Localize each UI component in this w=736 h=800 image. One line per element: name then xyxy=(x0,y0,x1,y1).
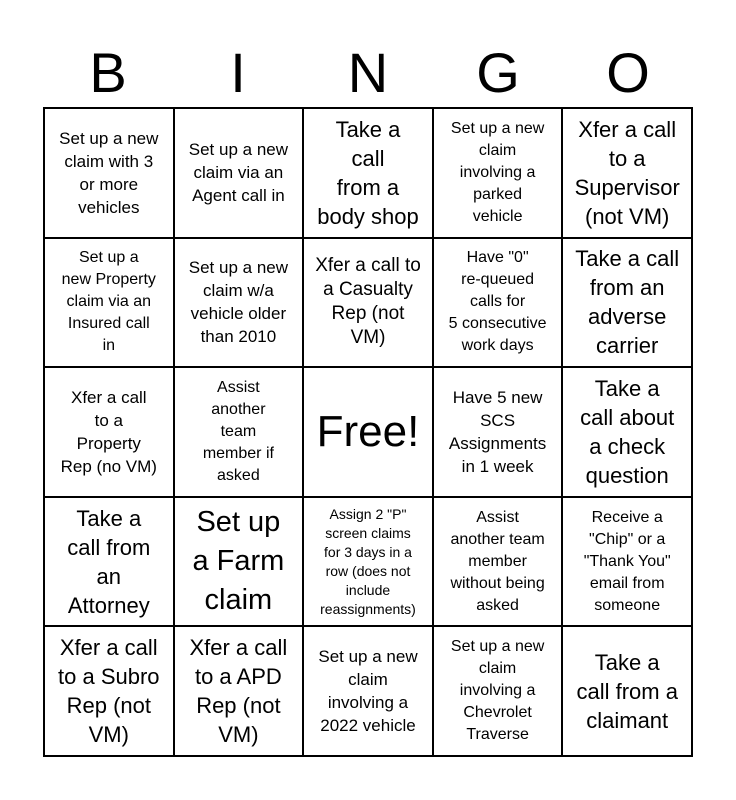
cell-text: Take a call from an adverse carrier xyxy=(575,246,680,359)
cell-text: Take a call from a claimant xyxy=(576,649,678,733)
header-letter-o: O xyxy=(606,41,650,104)
cell-text: Set up a new claim involving a Chevrolet Traverse xyxy=(450,638,545,744)
bingo-cell[interactable] xyxy=(562,497,692,627)
cell-text: Set up a new claim involving a 2022 vehicle xyxy=(318,647,418,736)
bingo-cell[interactable] xyxy=(433,497,563,627)
header-letter-b: B xyxy=(89,41,127,104)
bingo-cell[interactable] xyxy=(303,238,433,368)
header-letter-g: G xyxy=(476,41,520,104)
cell-text: Set up a new claim via an Agent call in xyxy=(188,140,289,206)
cell-text: Set up a new claim involving a parked vehicle xyxy=(450,119,545,225)
bingo-cell[interactable] xyxy=(174,238,304,368)
cell-text: Assign 2 "P" screen claims for 3 days in a row (does not include reassignments) xyxy=(320,505,416,617)
bingo-cell[interactable] xyxy=(303,626,433,756)
cell-text: Assist another team member if asked xyxy=(202,378,274,484)
cell-text: Take a call about a check question xyxy=(580,375,675,488)
cell-text: Set up a Farm claim xyxy=(192,506,285,617)
bingo-cell[interactable] xyxy=(562,238,692,368)
bingo-cell[interactable] xyxy=(303,497,433,627)
header-letter-n: N xyxy=(347,41,389,104)
bingo-cell[interactable] xyxy=(174,108,304,238)
header-letter-i: I xyxy=(230,41,246,104)
bingo-cell[interactable] xyxy=(44,626,174,756)
bingo-cell[interactable] xyxy=(174,367,304,497)
bingo-cell[interactable] xyxy=(44,108,174,238)
cell-text: Xfer a call to a Subro Rep (not VM) xyxy=(58,635,160,748)
bingo-grid xyxy=(43,107,693,757)
bingo-cell[interactable] xyxy=(44,367,174,497)
cell-text: Have "0" re-queued calls for 5 consecutive work days xyxy=(448,249,547,355)
cell-text: Receive a "Chip" or a "Thank You" email from someone xyxy=(583,508,671,614)
bingo-cell[interactable] xyxy=(433,238,563,368)
cell-text: Take a call from an Attorney xyxy=(67,505,151,618)
bingo-cell[interactable] xyxy=(562,367,692,497)
bingo-cell[interactable] xyxy=(433,367,563,497)
bingo-cell[interactable] xyxy=(174,626,304,756)
bingo-header xyxy=(43,40,693,106)
bingo-cell[interactable] xyxy=(44,238,174,368)
bingo-cell[interactable] xyxy=(433,626,563,756)
cell-text: Xfer a call to a Casualty Rep (not VM) xyxy=(315,255,421,349)
cell-text: Have 5 new SCS Assignments in 1 week xyxy=(448,387,547,476)
free-space-text: Free! xyxy=(316,406,420,456)
cell-text: Xfer a call to a APD Rep (not VM) xyxy=(189,635,288,748)
bingo-cell[interactable] xyxy=(303,108,433,238)
bingo-cell[interactable] xyxy=(562,108,692,238)
free-space-cell[interactable] xyxy=(303,367,433,497)
cell-text: Set up a new claim with 3 or more vehicles xyxy=(59,128,159,217)
bingo-cell[interactable] xyxy=(44,497,174,627)
cell-text: Set up a new Property claim via an Insured call in xyxy=(61,249,156,355)
cell-text: Assist another team member without being asked xyxy=(450,508,545,614)
cell-text: Xfer a call to a Supervisor (not VM) xyxy=(574,116,680,229)
cell-text: Take a call from a body shop xyxy=(317,116,419,229)
bingo-cell[interactable] xyxy=(174,497,304,627)
cell-text: Xfer a call to a Property Rep (no VM) xyxy=(60,387,157,476)
bingo-cell[interactable] xyxy=(433,108,563,238)
bingo-cell[interactable] xyxy=(562,626,692,756)
cell-text: Set up a new claim w/a vehicle older than 2010 xyxy=(188,258,289,347)
